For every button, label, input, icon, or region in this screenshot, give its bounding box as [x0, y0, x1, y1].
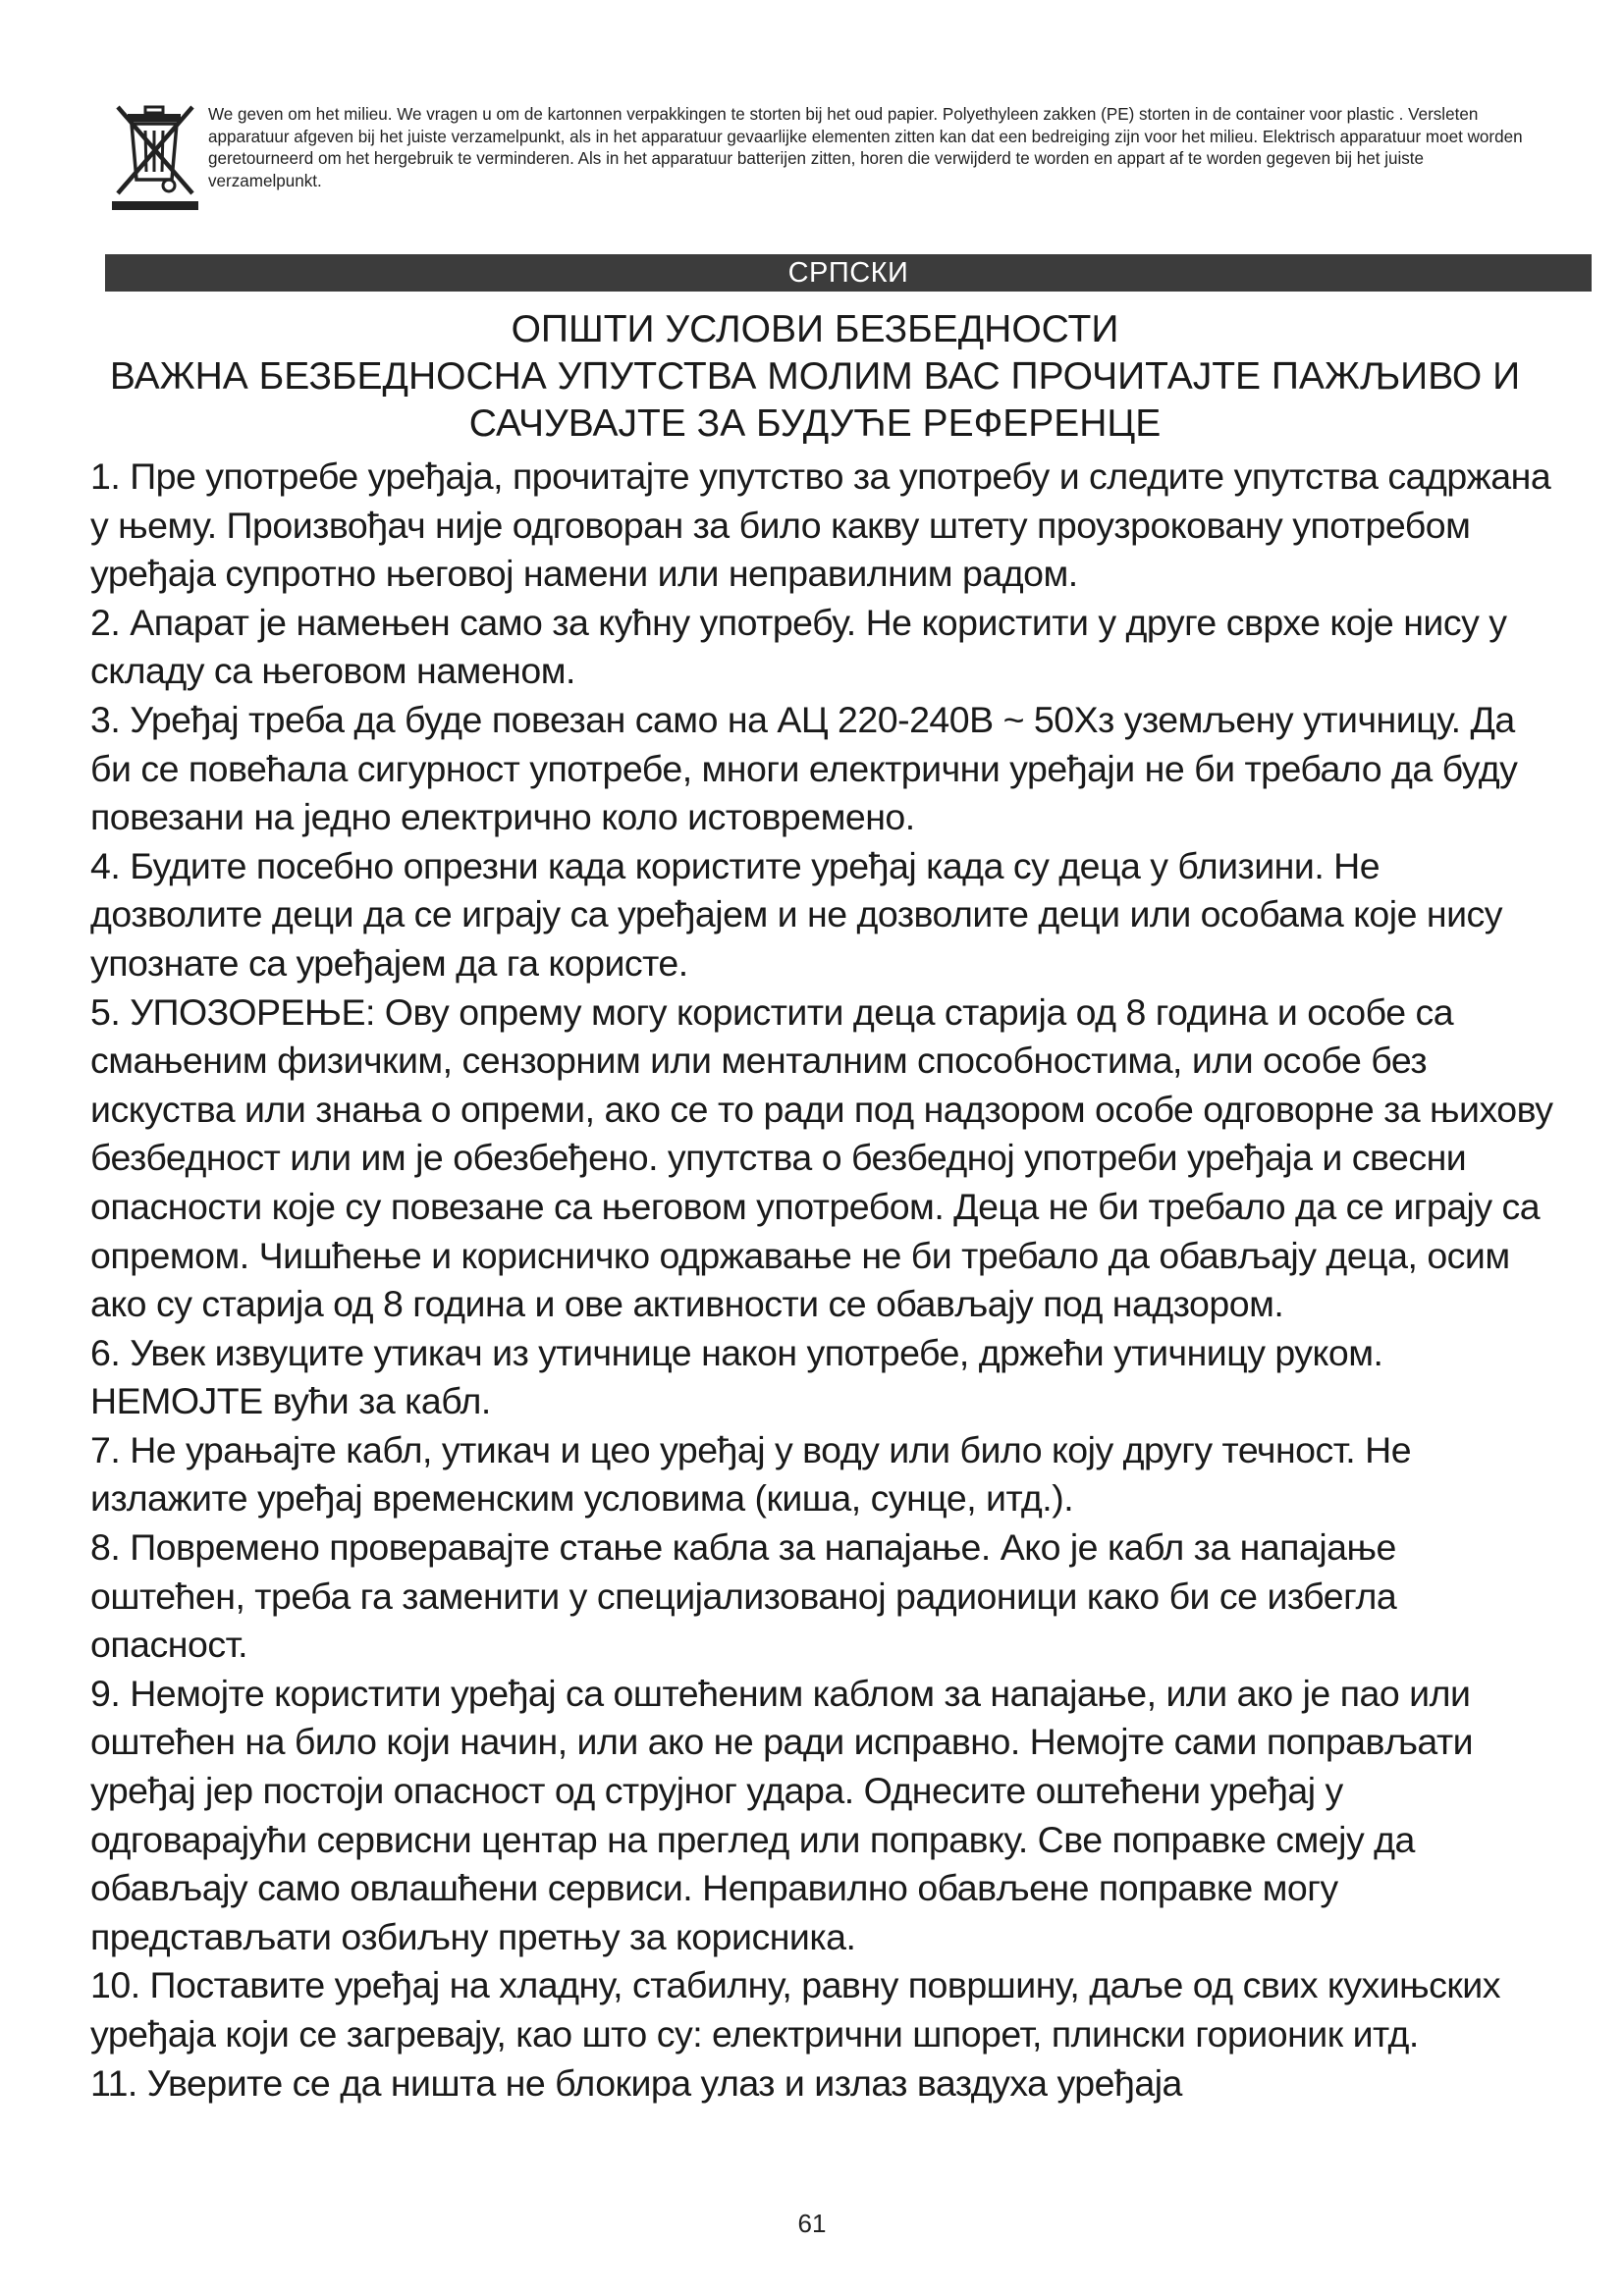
- title-line-3: САЧУВАЈТЕ ЗА БУДУЋЕ РЕФЕРЕНЦЕ: [468, 402, 1162, 445]
- page-title: [98, 306, 1532, 448]
- instruction-item-6: 6. Увек извуците утикач из утичнице након употребе, држећи утичницу руком. НЕМОЈТЕ вући за кабл.: [90, 1331, 1383, 1422]
- instruction-item-7: 7. Не урањајте кабл, утикач и цео уређај у воду или било коју другу течност. Не излажите уређај временским условима (киша, сунце, итд.).: [90, 1428, 1412, 1520]
- language-section-bar: СРПСКИ: [105, 254, 1592, 292]
- instruction-item-5: 5. УПОЗОРЕЊЕ: Ову опрему могу користити деца старија од 8 година и особе са смањеним физичким, сензорним или менталним способностима, или особе без искуства или знања о опреми, ако се то ради под надзором особе одговорне за њихову безбедност или им је обезбеђено. упутства о безбедној употреби уређаја и свесни опасности које су повезане са његовом употребом. Деца не би требало да се играју са опремом. Чишћење и корисничко одржавање не би требало да обављају деца, осим ако су старија од 8 година и ове активности се обављају под надзором.: [90, 990, 1553, 1325]
- instruction-item-8: 8. Повремено проверавајте стање кабла за напајање. Ако је кабл за напајање оштећен, треба га заменити у специјализованој радионици како би се избегла опасност.: [90, 1526, 1397, 1666]
- page-number: 61: [797, 2209, 827, 2238]
- instruction-item-1: 1. Пре употребе уређаја, прочитајте упутство за употребу и следите упутства садржана у њему. Произвођач није одговоран за било какву штету проузроковану употребом уређаја супротно његовој намени или неправилним радом.: [90, 455, 1551, 595]
- crossed-out-wheelie-bin-icon: [110, 101, 200, 211]
- weee-notice-text: We geven om het milieu. We vragen u om de kartonnen verpakkingen te storten bij het oud papier. Polyethyleen zakken (PE) storten in de container voor plastic . Versleten apparatuur afgeven bij het juiste verzamelpunkt, als in het apparatuur gevaarlijke elementen zitten kan dat een bedreiging zijn voor het milieu. Elektrisch apparatuur moet worden geretourneerd om het hergebruik te verminderen. Als in het apparatuur batterijen zitten, horen die verwijderd te worden en appart af te worden gegeven bij het juiste verzamelpunkt.: [208, 104, 1523, 190]
- instruction-item-11: 11. Уверите се да ништа не блокира улаз и излаз ваздуха уређаја: [90, 2061, 1182, 2104]
- instruction-item-4: 4. Будите посебно опрезни када користите уређај када су деца у близини. Не дозволите деци да се играју са уређајем и не дозволите деци или особама које нису упознате са уређајем да га користе.: [90, 844, 1503, 984]
- weee-notice: [110, 101, 1568, 214]
- title-line-2: ВАЖНА БЕЗБЕДНОСНА УПУТСТВА МОЛИМ ВАС ПРОЧИТАЈТЕ ПАЖЉИВО И: [109, 355, 1521, 398]
- safety-instructions: [90, 453, 1553, 2108]
- title-line-1: ОПШТИ УСЛОВИ БЕЗБЕДНОСТИ: [511, 308, 1119, 350]
- instruction-item-9: 9. Немојте користити уређај са оштећеним каблом за напајање, или ако је пао или оштећен на било који начин, или ако не ради исправно. Немојте сами поправљати уређај јер постоји опасност од струјног удара. Однесите оштећени уређај у одговарајући сервисни центар на преглед или поправку. Све поправке смеју да обављају само овлашћени сервиси. Неправилно обављене поправке могу представљати озбиљну претњу за корисника.: [90, 1672, 1474, 1957]
- instruction-item-10: 10. Поставите уређај на хладну, стабилну, равну површину, даље од свих кухињских уређаја који се загревају, као што су: електрични шпорет, плински горионик итд.: [90, 1964, 1500, 2055]
- instruction-item-3: 3. Уређај треба да буде повезан само на АЦ 220-240В ~ 50Хз уземљену утичницу. Да би се повећала сигурност употребе, многи електрични уређаји не би требало да буду повезани на једно електрично коло истовремено.: [90, 698, 1518, 838]
- instruction-item-2: 2. Апарат је намењен само за кућну употребу. Не користити у друге сврхе које нису у складу са његовом наменом.: [90, 601, 1507, 692]
